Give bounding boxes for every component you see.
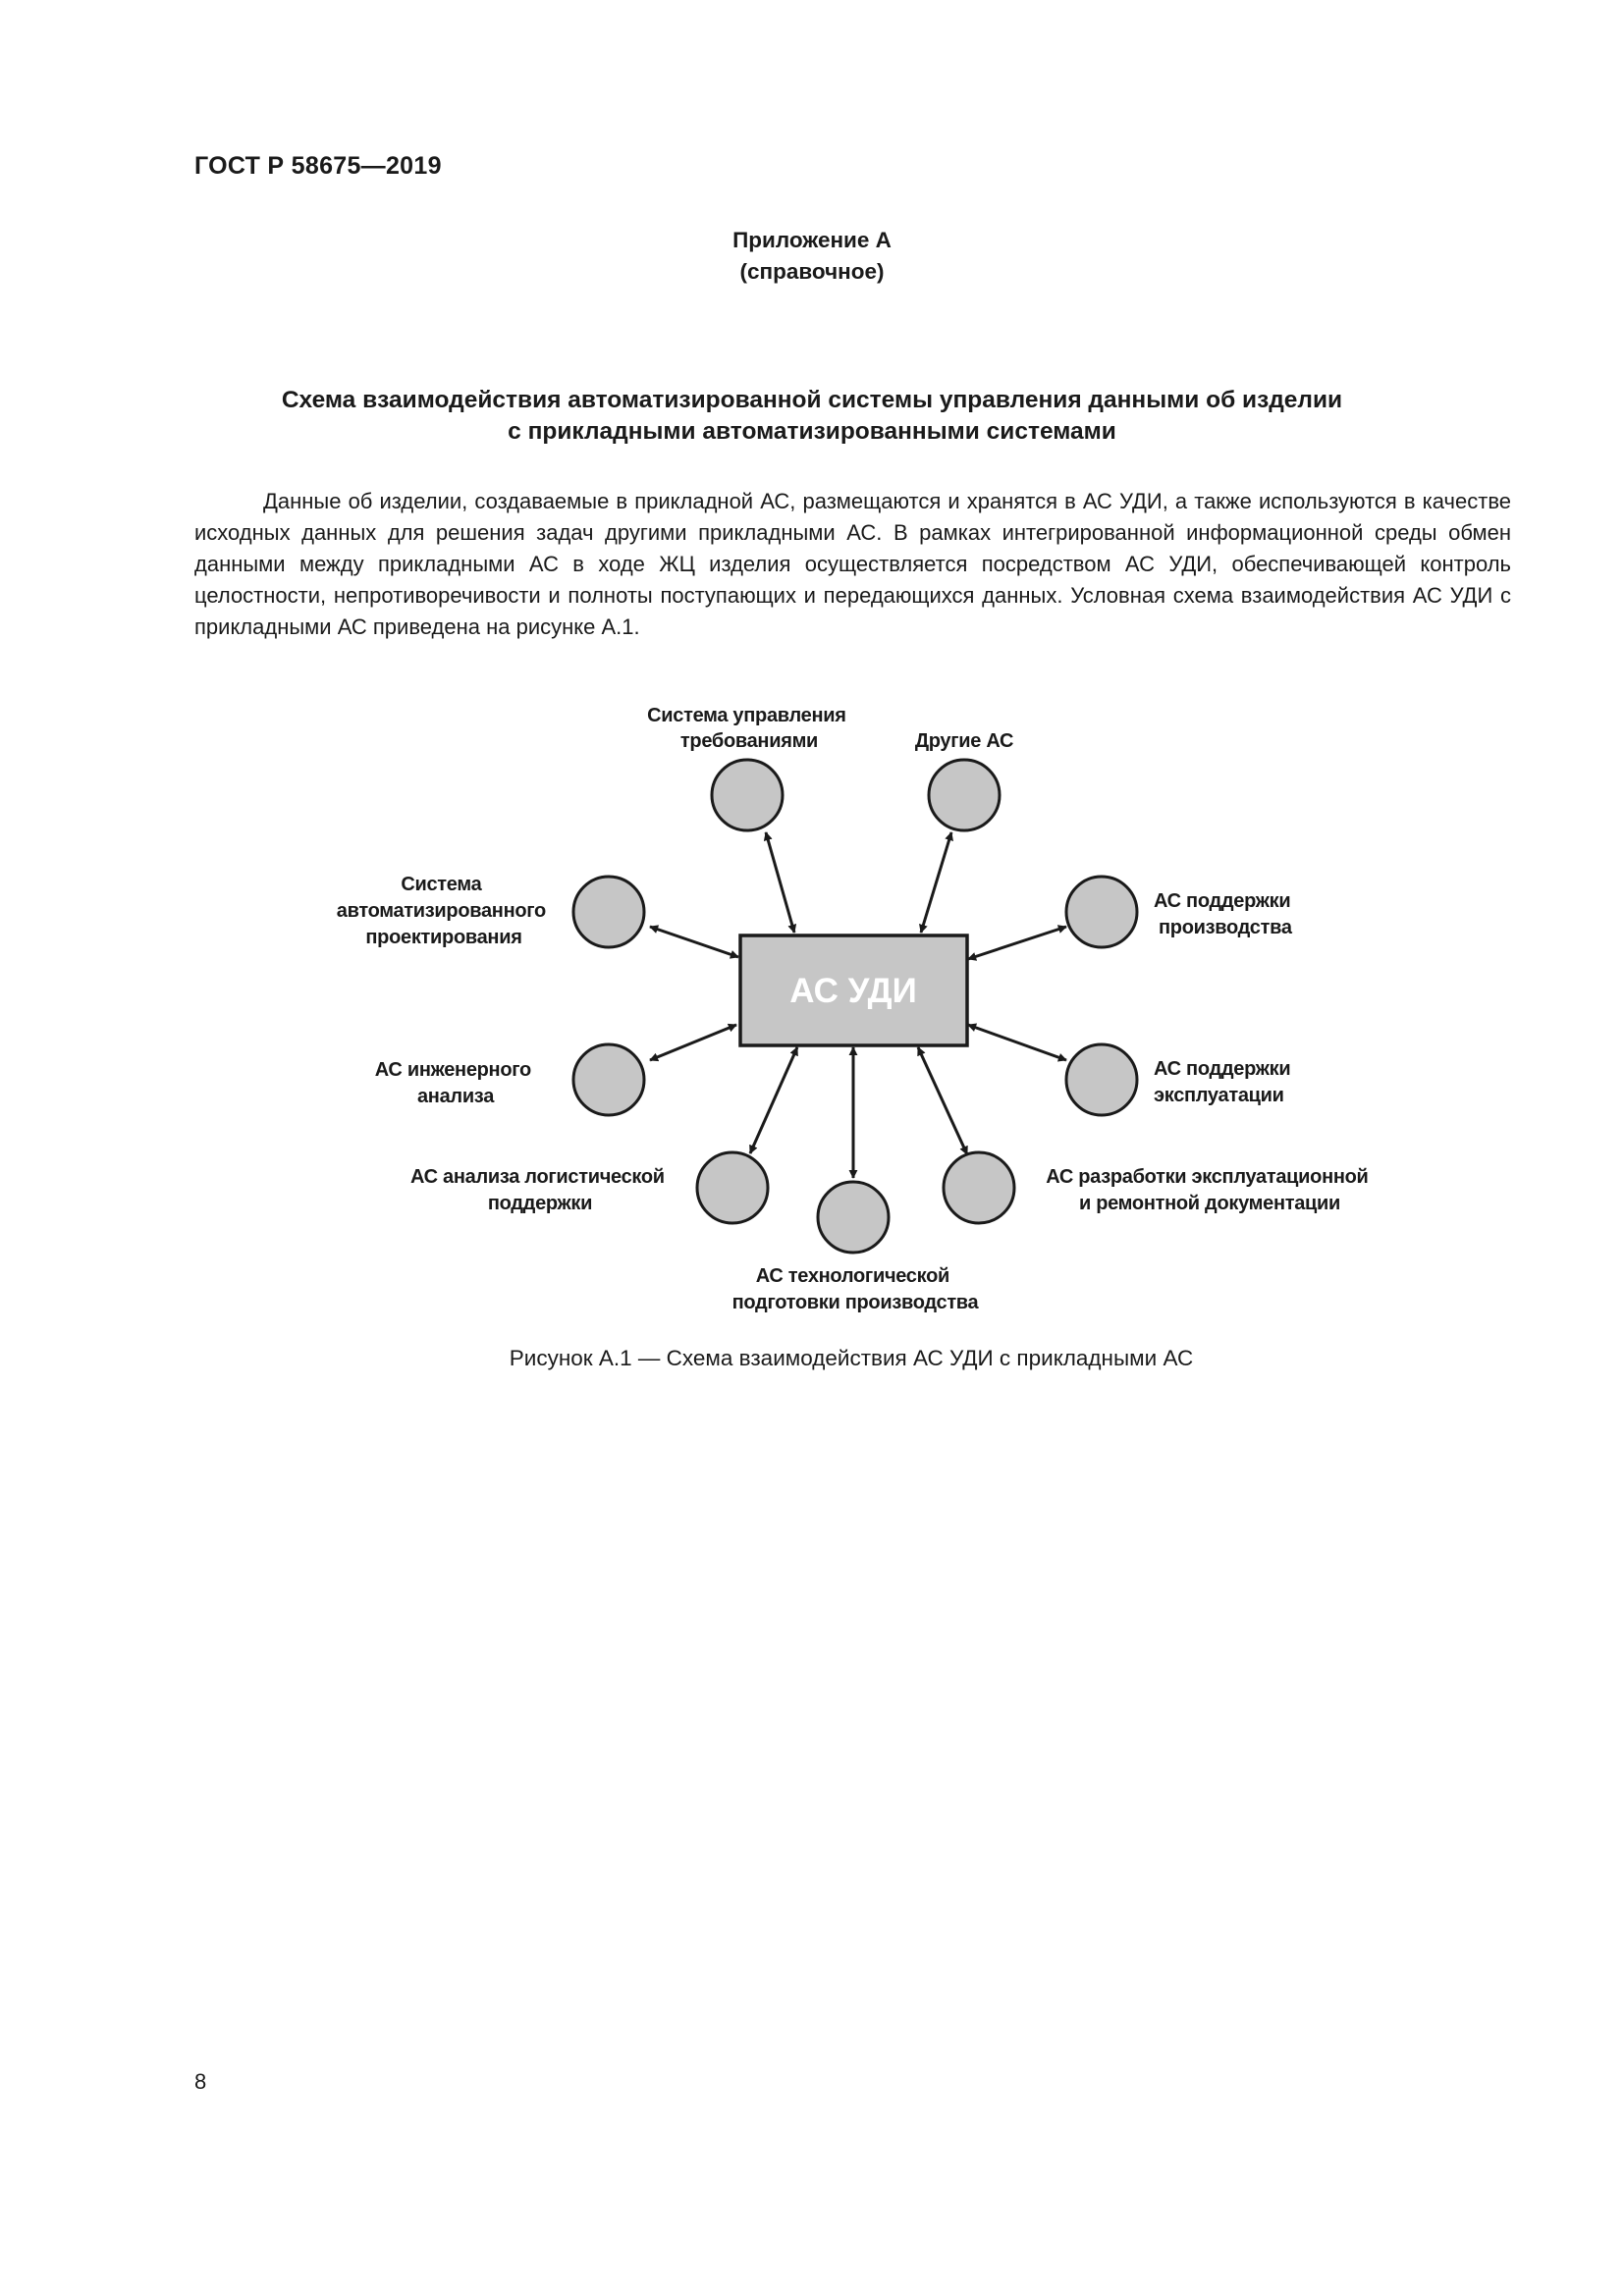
node-cad (573, 877, 644, 947)
arrow-cad (650, 927, 738, 957)
label-logistics-analysis-line-2: поддержки (487, 1193, 593, 1214)
section-heading-line-1: Схема взаимодействия автоматизированной системы управления данными об изделии (281, 387, 1343, 413)
node-operation-support (1066, 1044, 1137, 1115)
label-documentation (1046, 1166, 1374, 1214)
label-production-support-line-1: АС поддержки (1154, 890, 1291, 912)
label-production-support-line-2: производства (1159, 917, 1292, 938)
node-logistics-analysis (697, 1152, 768, 1223)
page-number: 8 (194, 2069, 207, 2094)
label-requirements-line-2: требованиями (679, 730, 819, 752)
arrow-engineering-analysis (650, 1025, 736, 1060)
arrow-operation-support (968, 1025, 1066, 1060)
label-engineering-analysis-line-2: анализа (416, 1086, 495, 1107)
label-operation-support (1154, 1058, 1296, 1106)
label-cad-line-2: автоматизированного (336, 900, 546, 922)
label-operation-support-line-1: АС поддержки (1154, 1058, 1291, 1080)
body-paragraph: Данные об изделии, создаваемые в прикладной АС, размещаются и хранятся в АС УДИ, а также используются в качестве исходных данных для решения задач другими прикладными АС. В рамках интегрированной информационной среды обмен данными между прикладными АС в ходе ЖЦ изделия осуществляется посредством АС УДИ, обеспечивающей контроль целостности, непротиворечивости и полноты поступающих и передающихся данных. Условная схема взаимодействия АС УДИ с прикладными АС приведена на рисунке А.1. (194, 489, 1511, 639)
section-heading-line-2: с прикладными автоматизированными системами (508, 418, 1116, 445)
label-requirements-line-1: Система управления (647, 705, 846, 726)
arrow-documentation (918, 1047, 967, 1154)
label-technological-preparation-line-1: АС технологической (755, 1265, 949, 1287)
node-documentation (944, 1152, 1014, 1223)
label-technological-preparation-line-2: подготовки производства (731, 1292, 979, 1313)
figure-caption: Рисунок А.1 — Схема взаимодействия АС УДИ с прикладными АС (509, 1346, 1194, 1370)
document-code: ГОСТ Р 58675—2019 (194, 152, 442, 180)
node-production-support (1066, 877, 1137, 947)
label-technological-preparation (732, 1265, 980, 1313)
label-logistics-analysis-line-1: АС анализа логистической (409, 1166, 665, 1188)
node-other (929, 760, 1000, 830)
arrow-logistics-analysis (750, 1047, 797, 1153)
arrow-requirements (766, 832, 794, 933)
label-documentation-line-1: АС разработки эксплуатационной (1046, 1166, 1369, 1188)
label-logistics-analysis (410, 1166, 670, 1214)
label-cad (337, 874, 551, 948)
node-requirements (712, 760, 783, 830)
annex-title: Приложение А (732, 228, 892, 252)
center-system-label: АС УДИ (789, 972, 917, 1010)
label-cad-line-1: Система (401, 874, 482, 895)
node-engineering-analysis (573, 1044, 644, 1115)
annex-type: (справочное) (739, 259, 885, 284)
label-requirements (647, 705, 851, 752)
arrow-other (921, 832, 951, 933)
label-production-support (1154, 890, 1296, 938)
label-engineering-analysis-line-1: АС инженерного (374, 1059, 531, 1081)
node-technological-preparation (818, 1182, 889, 1253)
label-cad-line-3: проектирования (365, 927, 522, 948)
label-other: Другие АС (914, 730, 1014, 752)
label-engineering-analysis (375, 1059, 536, 1107)
label-documentation-line-2: и ремонтной документации (1078, 1193, 1341, 1214)
arrow-production-support (968, 927, 1066, 959)
label-operation-support-line-2: эксплуатации (1154, 1085, 1284, 1106)
